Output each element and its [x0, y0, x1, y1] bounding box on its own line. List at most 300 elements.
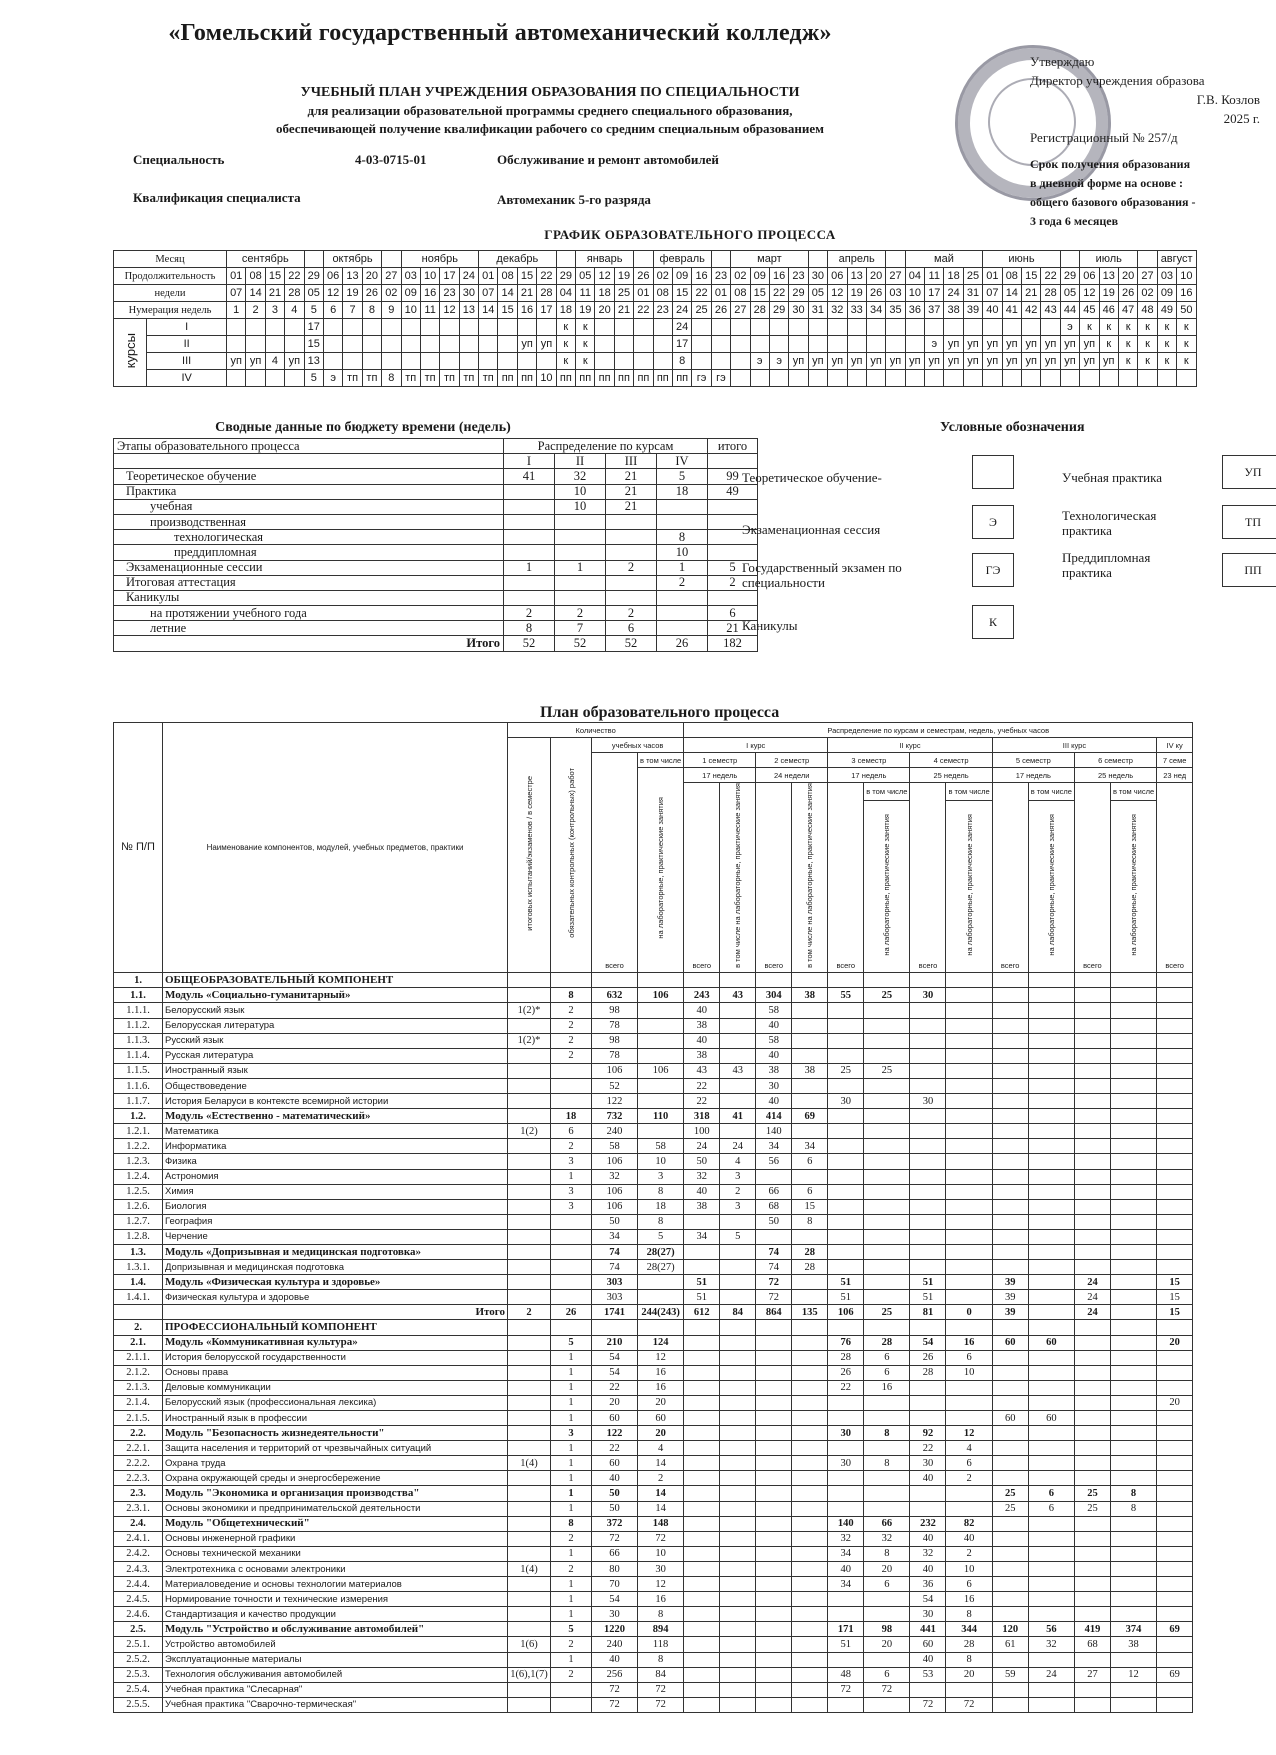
row-value: [508, 1154, 551, 1169]
row-value: 30: [828, 1426, 864, 1441]
row-value: [638, 973, 684, 988]
schedule-cell: к: [576, 353, 595, 370]
semester-header: 1 семестр: [684, 753, 756, 768]
row-value: [1110, 1592, 1156, 1607]
plan-subject-row: [114, 1063, 1193, 1078]
plan-title: УЧЕБНЫЙ ПЛАН УЧРЕЖДЕНИЯ ОБРАЗОВАНИЯ ПО СПЕЦИАЛЬНОСТИ: [300, 85, 800, 100]
schedule-cell: к: [1118, 336, 1137, 353]
course-row: [114, 336, 1197, 353]
row-value: 66: [592, 1546, 638, 1561]
row-value: [508, 1229, 551, 1244]
row-value: [684, 1501, 720, 1516]
row-value: [720, 1652, 756, 1667]
row-value: [508, 1622, 551, 1637]
schedule-cell: [750, 370, 769, 387]
row-value: 84: [638, 1667, 684, 1682]
row-value: [720, 1426, 756, 1441]
row-value: 24: [684, 1139, 720, 1154]
tests-header-text: обязательных контрольных (контрольных) работ: [566, 768, 576, 939]
schedule-cell: [886, 370, 905, 387]
plan-module-row: [114, 1516, 1193, 1531]
row-value: 50: [684, 1154, 720, 1169]
week-number-cell: 46: [1099, 302, 1118, 319]
lab-header-text: на лабораторные, практические занятия: [656, 797, 666, 940]
row-value: 60: [592, 1411, 638, 1426]
budget-value: [708, 545, 758, 560]
row-number: 1.4.1.: [114, 1290, 163, 1305]
row-value: [1110, 1531, 1156, 1546]
semester-incl-header: в том числе: [946, 783, 992, 801]
row-value: [1110, 1229, 1156, 1244]
row-value: 32: [864, 1531, 910, 1546]
week-end-cell: 26: [1118, 285, 1137, 302]
semester-lab-text: в том числе на лабораторные, практические занятия: [733, 783, 743, 969]
schedule-cell: к: [1157, 336, 1176, 353]
row-value: [720, 1667, 756, 1682]
week-number-cell: 17: [537, 302, 556, 319]
row-value: [1110, 1094, 1156, 1109]
row-value: 135: [792, 1305, 828, 1320]
week-end-cell: 02: [382, 285, 401, 302]
row-value: [1110, 1441, 1156, 1456]
row-value: [792, 1426, 828, 1441]
row-value: [720, 1546, 756, 1561]
week-number-cell: 49: [1157, 302, 1176, 319]
row-value: [946, 1260, 992, 1275]
schedule-cell: [963, 370, 982, 387]
week-end-cell: 23: [440, 285, 459, 302]
week-number-cell: 30: [789, 302, 808, 319]
row-value: 28: [828, 1350, 864, 1365]
row-value: 25: [864, 1305, 910, 1320]
row-value: 60: [910, 1637, 946, 1652]
schedule-cell: [905, 336, 924, 353]
schedule-cell: пп: [634, 370, 653, 387]
row-value: [551, 1320, 592, 1335]
approval-line-1: Утверждаю: [1030, 54, 1095, 69]
schedule-cell: [440, 319, 459, 336]
week-end-cell: 26: [866, 285, 885, 302]
course-name: IV: [147, 370, 227, 387]
row-value: [828, 1320, 864, 1335]
row-value: 2: [551, 1561, 592, 1576]
row-number: 2.4.2.: [114, 1546, 163, 1561]
row-name: Охрана труда: [163, 1456, 508, 1471]
row-value: 8: [1110, 1486, 1156, 1501]
row-number: 2.2.3.: [114, 1471, 163, 1486]
row-value: [551, 1229, 592, 1244]
row-value: [508, 1275, 551, 1290]
row-value: 3: [551, 1154, 592, 1169]
budget-value: [555, 590, 606, 605]
row-value: [551, 1094, 592, 1109]
budget-value: [606, 514, 657, 529]
row-value: [508, 1063, 551, 1078]
budget-row-name: учебная: [114, 499, 504, 514]
row-value: [756, 1501, 792, 1516]
row-value: [1110, 988, 1156, 1003]
row-name: Русская литература: [163, 1048, 508, 1063]
row-name: Астрономия: [163, 1169, 508, 1184]
week-start-cell: 06: [323, 268, 342, 285]
row-value: [1028, 1426, 1074, 1441]
row-value: 10: [946, 1561, 992, 1576]
schedule-cell: пп: [517, 370, 536, 387]
week-start-cell: 02: [653, 268, 672, 285]
schedule-cell: к: [1099, 336, 1118, 353]
schedule-cell: [808, 336, 827, 353]
row-value: [910, 1199, 946, 1214]
week-number-cell: 27: [731, 302, 750, 319]
row-value: [720, 1033, 756, 1048]
row-value: [792, 1456, 828, 1471]
schedule-cell: [498, 319, 517, 336]
row-value: [1074, 1682, 1110, 1697]
schedule-cell: [479, 353, 498, 370]
row-value: 68: [1074, 1637, 1110, 1652]
row-name: Модуль «Социально-гуманитарный»: [163, 988, 508, 1003]
row-value: 72: [946, 1697, 992, 1712]
row-value: [1028, 1018, 1074, 1033]
row-value: [720, 1078, 756, 1093]
schedule-cell: [905, 370, 924, 387]
week-end-cell: 21: [517, 285, 536, 302]
row-value: 6: [1028, 1486, 1074, 1501]
schedule-cell: [595, 336, 614, 353]
schedule-cell: к: [1177, 336, 1196, 353]
row-value: [864, 1471, 910, 1486]
row-value: [508, 1214, 551, 1229]
row-value: [992, 1229, 1028, 1244]
week-number-cell: 47: [1118, 302, 1137, 319]
schedule-cell: [323, 353, 342, 370]
week-end-cell: 12: [1080, 285, 1099, 302]
row-value: [792, 1607, 828, 1622]
row-value: [684, 1395, 720, 1410]
row-value: [1110, 1063, 1156, 1078]
row-value: [551, 1290, 592, 1305]
row-value: [1074, 1516, 1110, 1531]
budget-value: 2: [708, 575, 758, 590]
row-number: 1.3.: [114, 1244, 163, 1259]
row-value: [910, 1124, 946, 1139]
row-value: [946, 1169, 992, 1184]
row-value: [992, 1682, 1028, 1697]
row-value: [1110, 1154, 1156, 1169]
row-value: 8: [792, 1214, 828, 1229]
row-value: [508, 1094, 551, 1109]
schedule-cell: [382, 353, 401, 370]
legend-label: Преддипломная практика: [1062, 550, 1151, 580]
row-value: 43: [720, 1063, 756, 1078]
week-end-cell: 10: [905, 285, 924, 302]
week-number-cell: 15: [498, 302, 517, 319]
row-value: [992, 1154, 1028, 1169]
budget-table: [113, 438, 758, 652]
row-value: [946, 1124, 992, 1139]
row-name: Модуль "Безопасность жизнедеятельности": [163, 1426, 508, 1441]
row-value: [792, 1667, 828, 1682]
row-value: [1157, 1501, 1193, 1516]
budget-row-name: Теоретическое обучение: [114, 469, 504, 484]
row-value: [1157, 1411, 1193, 1426]
row-name: ПРОФЕССИОНАЛЬНЫЙ КОМПОНЕНТ: [163, 1320, 508, 1335]
row-value: 38: [684, 1048, 720, 1063]
row-number: 2.4.3.: [114, 1561, 163, 1576]
row-value: [1110, 1546, 1156, 1561]
row-value: [992, 1094, 1028, 1109]
month-cell: [711, 251, 730, 268]
row-name: История Беларуси в контексте всемирной истории: [163, 1094, 508, 1109]
row-value: [864, 1260, 910, 1275]
row-name: Физика: [163, 1154, 508, 1169]
week-end-cell: 07: [983, 285, 1002, 302]
row-value: 60: [992, 1411, 1028, 1426]
row-value: [910, 1244, 946, 1259]
row-value: 106: [592, 1154, 638, 1169]
schedule-cell: гэ: [692, 370, 711, 387]
plan-subtitle-2: обеспечивающей получение квалификации рабочего со средним специальным образованием: [276, 121, 824, 136]
semester-lab-header: [1028, 801, 1074, 973]
row-value: 40: [592, 1652, 638, 1667]
row-value: [720, 1244, 756, 1259]
row-value: 25: [992, 1501, 1028, 1516]
row-value: [1028, 1395, 1074, 1410]
row-value: 4: [720, 1154, 756, 1169]
row-value: [992, 1184, 1028, 1199]
row-value: 8: [1110, 1501, 1156, 1516]
row-value: 60: [1028, 1411, 1074, 1426]
row-value: [1157, 973, 1193, 988]
row-value: [684, 1365, 720, 1380]
week-start-cell: 27: [1138, 268, 1157, 285]
row-value: 2: [551, 1139, 592, 1154]
row-value: [864, 1033, 910, 1048]
plan-title-block: [200, 84, 900, 138]
plan-subject-row: [114, 1260, 1193, 1275]
row-value: 58: [638, 1139, 684, 1154]
budget-row-name: Итоговая аттестация: [114, 575, 504, 590]
row-value: [864, 1441, 910, 1456]
schedule-cell: [1177, 370, 1196, 387]
budget-value: 32: [555, 469, 606, 484]
row-value: 51: [910, 1290, 946, 1305]
row-value: [1157, 988, 1193, 1003]
schedule-cell: [362, 319, 381, 336]
schedule-cell: 17: [304, 319, 323, 336]
week-number-cell: 5: [304, 302, 323, 319]
row-value: [864, 1184, 910, 1199]
month-cell: январь: [576, 251, 634, 268]
row-value: 612: [684, 1305, 720, 1320]
row-value: [551, 973, 592, 988]
week-end-cell: 02: [1138, 285, 1157, 302]
row-value: [551, 1078, 592, 1093]
week-end-cell: 12: [323, 285, 342, 302]
month-cell: декабрь: [479, 251, 557, 268]
week-number-cell: 25: [692, 302, 711, 319]
row-value: 1: [551, 1456, 592, 1471]
week-end-cell: 25: [614, 285, 633, 302]
row-value: 51: [910, 1275, 946, 1290]
row-value: [946, 1199, 992, 1214]
schedule-cell: [925, 370, 944, 387]
row-value: 22: [828, 1380, 864, 1395]
budget-row-name: летние: [114, 621, 504, 636]
row-value: [720, 1577, 756, 1592]
schedule-cell: пп: [614, 370, 633, 387]
schedule-cell: уп: [886, 353, 905, 370]
row-value: [720, 1018, 756, 1033]
budget-total-row: [114, 636, 758, 651]
week-start-cell: 12: [595, 268, 614, 285]
row-value: [992, 1561, 1028, 1576]
week-start-cell: 08: [498, 268, 517, 285]
schedule-cell: [944, 370, 963, 387]
row-value: [720, 1456, 756, 1471]
week-number-cell: 34: [866, 302, 885, 319]
row-value: [792, 1048, 828, 1063]
row-value: [508, 1546, 551, 1561]
week-start-cell: 01: [983, 268, 1002, 285]
row-value: [592, 1320, 638, 1335]
row-value: [1028, 1607, 1074, 1622]
row-value: 40: [684, 1003, 720, 1018]
week-start-cell: 02: [731, 268, 750, 285]
row-value: [792, 1003, 828, 1018]
row-value: [828, 1697, 864, 1712]
row-value: [684, 1697, 720, 1712]
row-value: [684, 1486, 720, 1501]
row-value: [1028, 1516, 1074, 1531]
week-number-cell: 7: [343, 302, 362, 319]
row-value: 2: [551, 1667, 592, 1682]
row-value: [720, 1697, 756, 1712]
row-value: 441: [910, 1622, 946, 1637]
schedule-cell: 10: [537, 370, 556, 387]
schedule-cell: уп: [1080, 336, 1099, 353]
schedule-cell: [246, 319, 265, 336]
row-value: [1110, 1682, 1156, 1697]
row-value: 78: [592, 1018, 638, 1033]
row-value: 40: [684, 1033, 720, 1048]
row-value: 32: [1028, 1637, 1074, 1652]
row-value: [1157, 1365, 1193, 1380]
semester-lab-text: на лабораторные, практические занятия: [1129, 813, 1139, 956]
row-value: 6: [1028, 1501, 1074, 1516]
plan-subject-row: [114, 1652, 1193, 1667]
row-value: [992, 1577, 1028, 1592]
plan-subject-row: [114, 1048, 1193, 1063]
row-value: [946, 1063, 992, 1078]
schedule-cell: к: [576, 319, 595, 336]
row-value: [1028, 1305, 1074, 1320]
row-value: [1074, 1063, 1110, 1078]
weeks-header: 24 недели: [756, 768, 828, 783]
row-value: 58: [592, 1139, 638, 1154]
row-value: [792, 1652, 828, 1667]
row-value: 414: [756, 1109, 792, 1124]
row-value: [864, 1290, 910, 1305]
row-value: [910, 1078, 946, 1093]
row-value: [1028, 1094, 1074, 1109]
schedule-cell: [265, 319, 284, 336]
schedule-cell: [401, 353, 420, 370]
row-value: [1028, 1365, 1074, 1380]
row-value: 40: [684, 1184, 720, 1199]
schedule-cell: к: [556, 336, 575, 353]
row-value: [684, 1516, 720, 1531]
budget-value: 2: [657, 575, 708, 590]
row-value: [508, 1184, 551, 1199]
row-value: 28(27): [638, 1244, 684, 1259]
row-value: [910, 1682, 946, 1697]
row-value: 72: [864, 1682, 910, 1697]
budget-value: 21: [606, 484, 657, 499]
row-value: [946, 1139, 992, 1154]
row-value: 2: [638, 1471, 684, 1486]
row-value: [910, 1169, 946, 1184]
row-value: [992, 1078, 1028, 1093]
week-start-cell: 08: [246, 268, 265, 285]
week-start-cell: 25: [963, 268, 982, 285]
schedule-cell: [285, 370, 304, 387]
schedule-cell: [866, 370, 885, 387]
row-value: [508, 1426, 551, 1441]
schedule-cell: пп: [498, 370, 517, 387]
row-value: [1074, 1109, 1110, 1124]
week-end-cell: 14: [1002, 285, 1021, 302]
budget-row: [114, 606, 758, 621]
row-value: [1157, 1380, 1193, 1395]
schedule-cell: уп: [1002, 336, 1021, 353]
week-number-cell: 26: [711, 302, 730, 319]
row-value: 632: [592, 988, 638, 1003]
row-value: [1110, 1169, 1156, 1184]
week-end-cell: 03: [886, 285, 905, 302]
budget-value: [606, 575, 657, 590]
row-value: [1157, 1607, 1193, 1622]
row-value: [720, 1395, 756, 1410]
row-value: [1028, 1244, 1074, 1259]
row-value: [792, 1365, 828, 1380]
schedule-cell: уп: [828, 353, 847, 370]
schedule-cell: [382, 319, 401, 336]
row-value: [1074, 1546, 1110, 1561]
budget-value: [657, 499, 708, 514]
row-value: [1074, 1139, 1110, 1154]
schedule-cell: [653, 319, 672, 336]
row-value: 51: [828, 1290, 864, 1305]
row-value: [946, 1501, 992, 1516]
row-value: 18: [638, 1199, 684, 1214]
schedule-cell: уп: [847, 353, 866, 370]
row-value: 1: [551, 1592, 592, 1607]
row-value: [756, 1577, 792, 1592]
row-value: 110: [638, 1109, 684, 1124]
schedule-cell: к: [1138, 319, 1157, 336]
row-value: [1028, 1048, 1074, 1063]
row-number: 2.2.1.: [114, 1441, 163, 1456]
row-value: [508, 1592, 551, 1607]
row-value: [1028, 1078, 1074, 1093]
legend-title: Условные обозначения: [940, 420, 1085, 435]
plan-subject-row: [114, 1184, 1193, 1199]
row-value: [684, 1637, 720, 1652]
row-value: [1074, 1003, 1110, 1018]
week-number-cell: 36: [905, 302, 924, 319]
row-value: [1157, 1018, 1193, 1033]
